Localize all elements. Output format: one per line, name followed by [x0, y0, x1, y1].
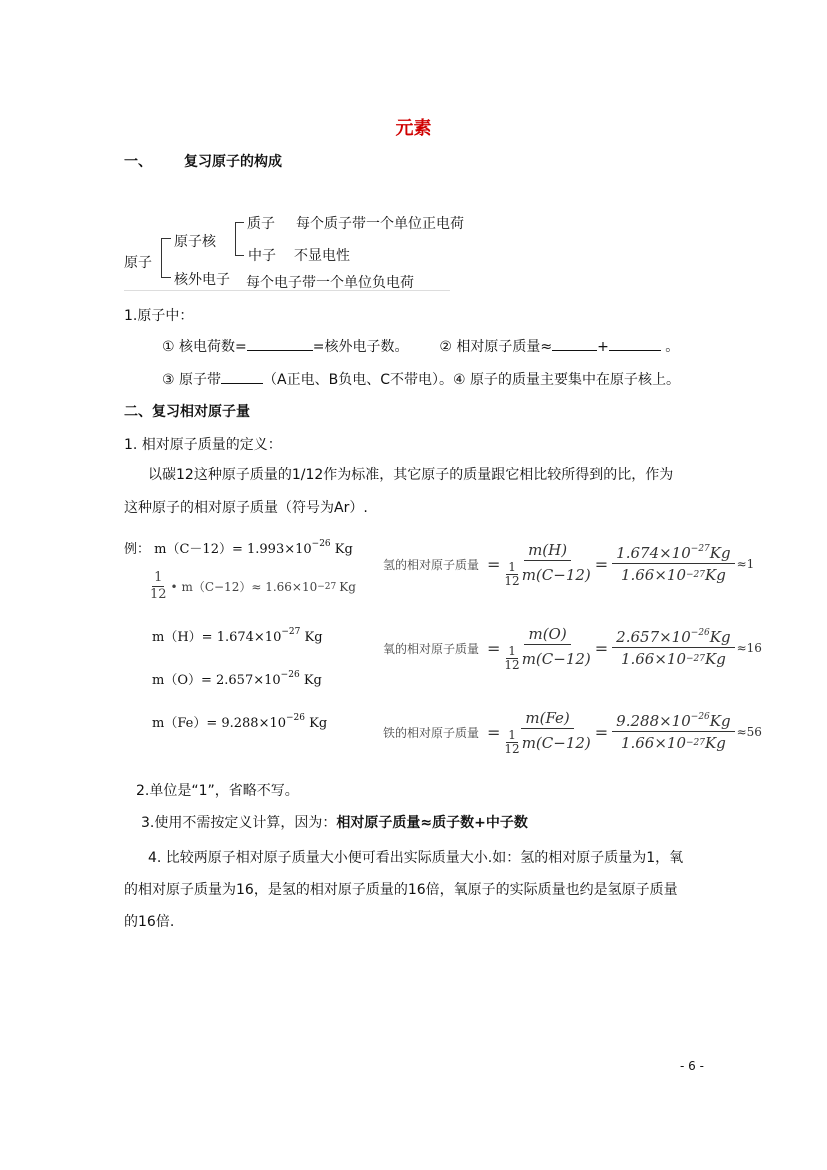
fe-mass: m（Fe）= 9.288×10: [152, 716, 287, 731]
formula-eq: =: [594, 722, 609, 742]
note-3-text: 3.使用不需按定义计算，因为：: [141, 815, 337, 831]
c12-mass: m（C－12）= 1.993×10: [154, 542, 312, 557]
nucleus-bracket: [235, 222, 244, 256]
page-number: - 6 -: [680, 1059, 704, 1073]
example-h: [152, 626, 323, 645]
o-mass: m（O）= 2.657×10: [152, 673, 281, 688]
twelfth-mass: • m（C−12）≈ 1.66×10: [170, 580, 318, 594]
blank-2[interactable]: [552, 338, 597, 351]
diagram-proton: 质子: [247, 216, 275, 232]
q1-heading: 1.原子中：: [124, 308, 194, 324]
q1-line1: [162, 336, 679, 356]
q1-text-f: ③ 原子带: [162, 372, 222, 388]
element-mass-exp: −26: [690, 627, 710, 638]
example-o: [152, 669, 322, 688]
section1-heading: 复习原子的构成: [184, 154, 282, 170]
definition-p1: 以碳12这种原子质量的1/12作为标准，其它原子的质量跟它相比较所得到的比，作为: [148, 467, 674, 483]
formula-denominator: m(C−12): [521, 649, 591, 668]
diagram-rule: [124, 290, 450, 291]
element-mass: 2.657×10: [616, 627, 691, 646]
twelfth-num: 1: [154, 570, 163, 585]
note-4-line1: 4. 比较两原子相对原子质量大小便可看出实际质量大小.如：氢的相对原子质量为1，氧: [148, 850, 684, 866]
q1-text-g: （A正电、B负电、C不带电）。④ 原子的质量主要集中在原子核上。: [263, 372, 680, 388]
formula-denominator: m(C−12): [521, 733, 591, 752]
formula-eq: =: [594, 638, 609, 658]
ref-mass: 1.66×10: [620, 565, 686, 584]
example-c12: [124, 538, 353, 557]
c12-unit: Kg: [334, 542, 353, 557]
formula-numerator: m(O): [524, 624, 570, 645]
unit: Kg: [705, 565, 726, 584]
twelfth-unit: Kg: [339, 579, 356, 594]
element-mass-exp: −27: [690, 543, 710, 554]
example-twelfth: $\frac{1}{12}$ • m（C−12）≈ 1.66×10 −27 Kg: [150, 570, 356, 602]
q1-text-b: =核外电子数。: [312, 339, 409, 355]
diagram-electron-desc: 每个电子带一个单位负电荷: [246, 275, 414, 291]
frac-num: 1: [508, 644, 516, 658]
formula-denominator: m(C−12): [521, 565, 591, 584]
note-4-line2: 的相对原子质量为16，是氢的相对原子质量的16倍，氧原子的实际质量也约是氢原子质量: [124, 882, 678, 898]
example-label: 例：: [124, 542, 151, 557]
diagram-nucleus: 原子核: [174, 234, 216, 250]
frac-num: 1: [508, 728, 516, 742]
h-exp: −27: [281, 627, 301, 637]
h-unit: Kg: [304, 630, 323, 645]
unit: Kg: [705, 733, 726, 752]
formula-eq: =: [487, 638, 501, 658]
q1-text-e: 。: [665, 339, 680, 355]
note-4-line3: 的16倍.: [124, 914, 175, 930]
formula-eq: =: [594, 554, 609, 574]
note-2: 2.单位是“1”，省略不写。: [136, 783, 299, 799]
formula-result: ≈56: [736, 725, 762, 739]
definition-p2: 这种原子的相对原子质量（符号为Ar）.: [124, 500, 368, 516]
o-exp: −26: [280, 670, 300, 680]
example-fe: [152, 712, 327, 731]
formula-eq: =: [487, 722, 501, 742]
formula-numerator: m(Fe): [521, 708, 573, 729]
unit: Kg: [709, 543, 731, 562]
diagram-proton-desc: 每个质子带一个单位正电荷: [296, 216, 464, 232]
q1-text-a: ① 核电荷数=: [162, 339, 247, 355]
diagram-neutron-desc: 不显电性: [294, 248, 350, 264]
twelfth-den: 12: [150, 587, 167, 602]
blank-1[interactable]: [247, 338, 313, 351]
note-3: [141, 812, 528, 832]
formula-label: 氢的相对原子质量: [383, 557, 480, 572]
ref-mass: 1.66×10: [620, 649, 686, 668]
frac-den: 12: [504, 574, 520, 588]
formula-result: ≈1: [736, 557, 755, 571]
blank-4[interactable]: [221, 371, 263, 384]
formula-label: 铁的相对原子质量: [383, 725, 480, 740]
page-title: 元素: [395, 118, 432, 139]
frac-den: 12: [504, 742, 520, 756]
element-mass: 9.288×10: [616, 711, 691, 730]
unit: Kg: [705, 649, 726, 668]
h-mass: m（H）= 1.674×10: [152, 630, 282, 645]
c12-exp: −26: [311, 539, 331, 549]
atom-bracket: [161, 238, 171, 278]
formula-oxygen: 氧的相对原子质量 = m(O) $\frac{1}{12}$ m(C−12) = $2.657\times 10^{-26}Kg$ 1.66×10 −27 Kg ≈16: [383, 625, 762, 672]
definition-heading: 1. 相对原子质量的定义：: [124, 437, 282, 453]
element-mass-exp: −26: [690, 711, 710, 722]
frac-den: 12: [504, 658, 520, 672]
fe-exp: −26: [286, 713, 306, 723]
q1-text-d: +: [597, 339, 609, 355]
frac-num: 1: [508, 560, 516, 574]
formula-label: 氧的相对原子质量: [383, 641, 480, 656]
ref-mass: 1.66×10: [620, 733, 686, 752]
unit: Kg: [709, 711, 731, 730]
diagram-neutron: 中子: [248, 248, 276, 264]
formula-eq: =: [487, 554, 501, 574]
diagram-atom: 原子: [124, 255, 152, 271]
blank-3[interactable]: [609, 338, 661, 351]
formula-hydrogen: 氢的相对原子质量 = m(H) $\frac{1}{12}$ m(C−12) = $1.674\times 10^{-27}Kg$ 1.66×10 −27 Kg ≈1: [383, 541, 755, 588]
fe-unit: Kg: [309, 716, 328, 731]
formula-iron: 铁的相对原子质量 = m(Fe) $\frac{1}{12}$ m(C−12) = $9.288\times 10^{-26}Kg$ 1.66×10 −27 Kg ≈56: [383, 709, 762, 756]
q1-line2: [162, 369, 680, 389]
unit: Kg: [709, 627, 731, 646]
q1-text-c: ② 相对原子质量≈: [439, 339, 553, 355]
note-3-bold: 相对原子质量≈质子数+中子数: [336, 815, 528, 831]
o-unit: Kg: [303, 673, 322, 688]
formula-result: ≈16: [736, 641, 762, 655]
section1-number: 一、: [124, 154, 152, 170]
formula-numerator: m(H): [524, 540, 571, 561]
diagram-electron: 核外电子: [174, 272, 230, 288]
section2-heading: 二、复习相对原子量: [124, 404, 250, 420]
element-mass: 1.674×10: [616, 543, 691, 562]
